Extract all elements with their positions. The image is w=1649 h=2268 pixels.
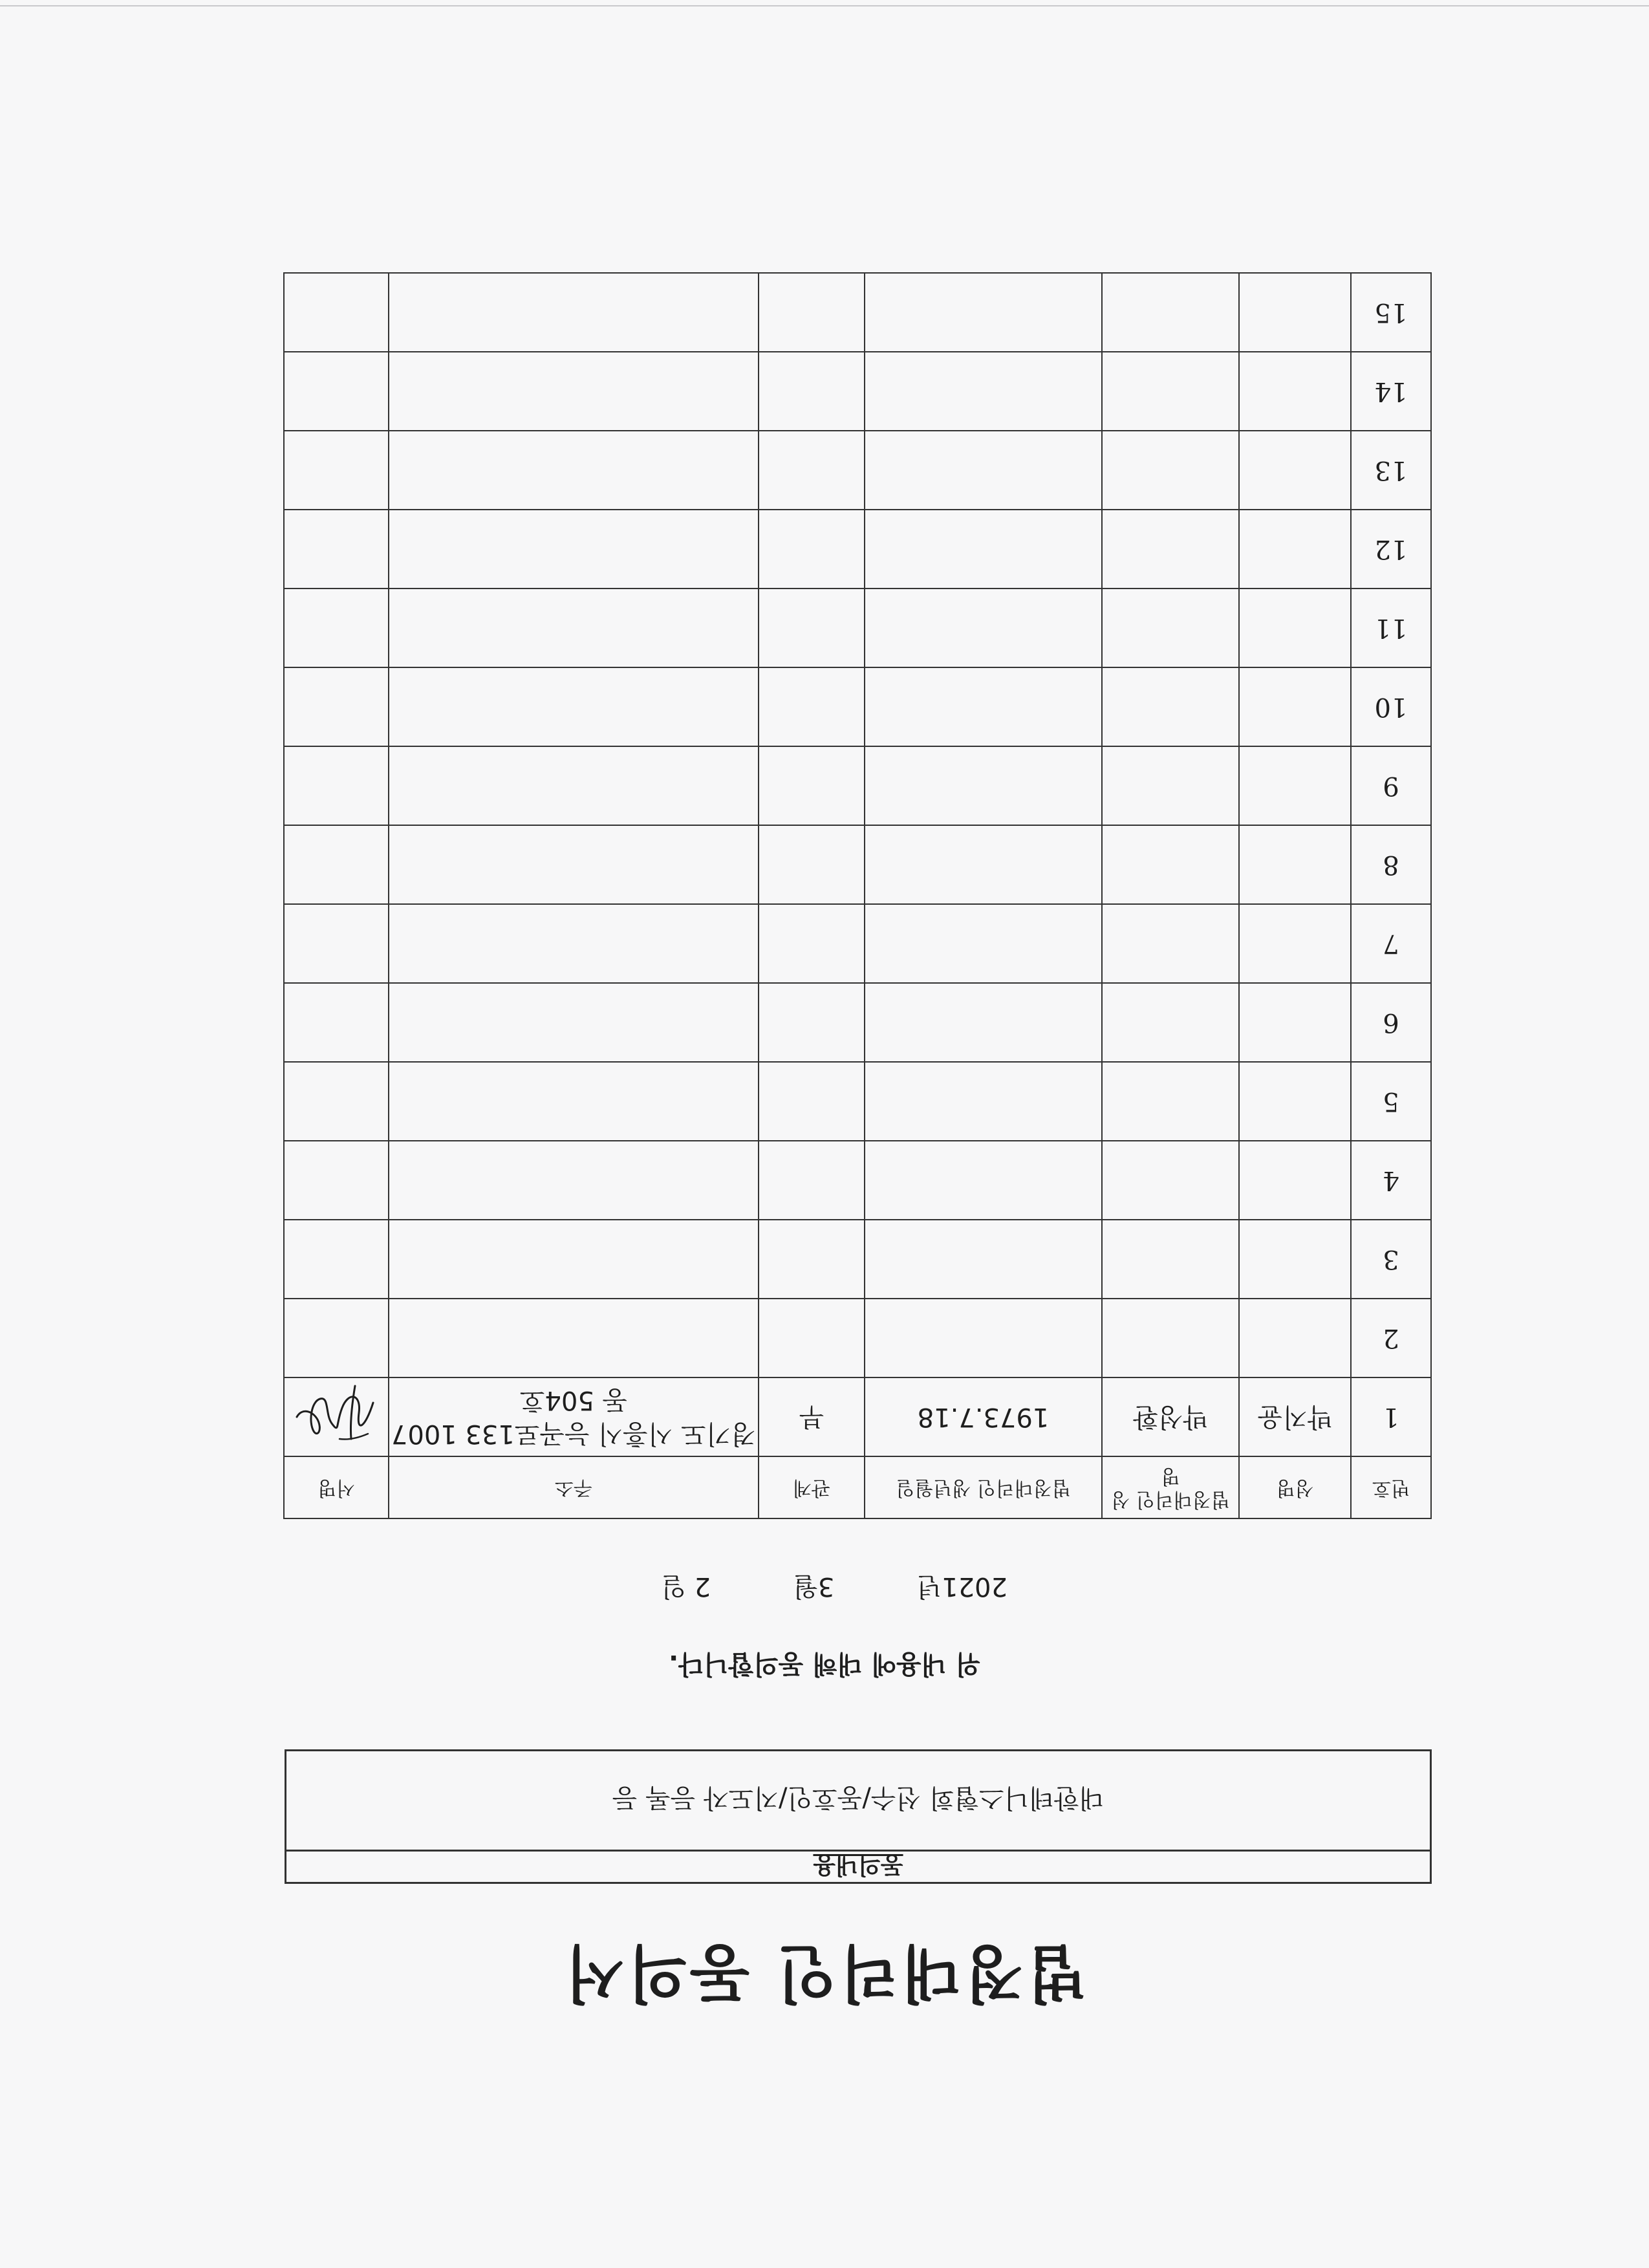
cell-address <box>389 510 759 589</box>
cell-name: 박지윤 <box>1239 1377 1351 1456</box>
cell-name <box>1239 746 1351 825</box>
table-header-row <box>284 1456 1431 1518</box>
cell-address <box>389 1141 759 1220</box>
cell-guardian-name <box>1102 746 1239 825</box>
cell-name <box>1239 1062 1351 1141</box>
table-row <box>284 431 1431 510</box>
table-row <box>284 1377 1431 1456</box>
cell-name <box>1239 983 1351 1062</box>
cell-number: 10 <box>1351 667 1431 746</box>
cell-signature <box>284 1141 389 1220</box>
cell-address <box>389 1299 759 1377</box>
cell-relation <box>759 1220 865 1299</box>
cell-guardian-name <box>1102 825 1239 904</box>
cell-guardian-name <box>1102 589 1239 667</box>
cell-number: 2 <box>1351 1299 1431 1377</box>
cell-address <box>389 667 759 746</box>
cell-guardian-name <box>1102 1220 1239 1299</box>
cell-relation <box>759 431 865 510</box>
cell-relation <box>759 746 865 825</box>
cell-guardian-name <box>1102 510 1239 589</box>
consent-body: 대한테니스협회 선수/동호인/지도자 등록 등 <box>612 1783 1105 1813</box>
cell-signature <box>284 746 389 825</box>
cell-number: 15 <box>1351 273 1431 352</box>
cell-guardian-name <box>1102 983 1239 1062</box>
cell-address <box>389 589 759 667</box>
cell-number: 12 <box>1351 510 1431 589</box>
cell-signature <box>284 1377 389 1456</box>
cell-guardian-birth <box>865 352 1102 431</box>
cell-name <box>1239 589 1351 667</box>
cell-relation <box>759 510 865 589</box>
header-relation: 관계 <box>759 1456 865 1518</box>
header-signature: 서명 <box>284 1456 389 1518</box>
cell-address <box>389 1220 759 1299</box>
cell-relation <box>759 825 865 904</box>
cell-guardian-name: 박성환 <box>1102 1377 1239 1456</box>
table-row <box>284 667 1431 746</box>
cell-relation: 부 <box>759 1377 865 1456</box>
cell-relation <box>759 1299 865 1377</box>
cell-number: 11 <box>1351 589 1431 667</box>
cell-relation <box>759 667 865 746</box>
cell-address <box>389 1062 759 1141</box>
table-row <box>284 589 1431 667</box>
cell-signature <box>284 1220 389 1299</box>
cell-address: 경기도 시흥시 능곡로133 1007동 504호 <box>389 1377 759 1456</box>
table-row <box>284 273 1431 352</box>
agree-statement: 위 내용에 대해 동의합니다. <box>669 1649 981 1679</box>
cell-relation <box>759 589 865 667</box>
handwritten-signature <box>288 1381 385 1453</box>
cell-name <box>1239 352 1351 431</box>
cell-address <box>389 746 759 825</box>
cell-guardian-birth <box>865 825 1102 904</box>
table-body <box>284 273 1431 1456</box>
header-name: 성명 <box>1239 1456 1351 1518</box>
cell-guardian-birth <box>865 510 1102 589</box>
header-guardian-name: 법정대리인 성명 <box>1102 1456 1239 1518</box>
cell-address <box>389 273 759 352</box>
cell-name <box>1239 1141 1351 1220</box>
cell-number: 3 <box>1351 1220 1431 1299</box>
cell-guardian-name <box>1102 273 1239 352</box>
cell-signature <box>284 1062 389 1141</box>
cell-relation <box>759 273 865 352</box>
cell-guardian-birth <box>865 589 1102 667</box>
cell-signature <box>284 1299 389 1377</box>
cell-guardian-birth: 1973.7.18 <box>865 1377 1102 1456</box>
table-row <box>284 746 1431 825</box>
table-row <box>284 510 1431 589</box>
table-row <box>284 825 1431 904</box>
cell-guardian-birth <box>865 904 1102 983</box>
cell-number: 7 <box>1351 904 1431 983</box>
cell-guardian-birth <box>865 431 1102 510</box>
cell-guardian-name <box>1102 1062 1239 1141</box>
date-line <box>661 1570 1008 1607</box>
cell-relation <box>759 1141 865 1220</box>
cell-guardian-birth <box>865 983 1102 1062</box>
cell-signature <box>284 904 389 983</box>
cell-signature <box>284 667 389 746</box>
cell-guardian-birth <box>865 1299 1102 1377</box>
table-row <box>284 904 1431 983</box>
cell-number: 9 <box>1351 746 1431 825</box>
cell-address <box>389 983 759 1062</box>
consent-box <box>285 1749 1432 1884</box>
date-day: 2 일 <box>661 1571 711 1601</box>
table-row <box>284 983 1431 1062</box>
cell-signature <box>284 825 389 904</box>
date-month: 3월 <box>793 1571 835 1601</box>
cell-relation <box>759 352 865 431</box>
cell-guardian-name <box>1102 352 1239 431</box>
cell-address <box>389 352 759 431</box>
cell-name <box>1239 1220 1351 1299</box>
cell-number: 4 <box>1351 1141 1431 1220</box>
cell-number: 5 <box>1351 1062 1431 1141</box>
header-guardian-birth: 법정대리인 생년월일 <box>865 1456 1102 1518</box>
table-row <box>284 1299 1431 1377</box>
cell-name <box>1239 431 1351 510</box>
header-number: 번호 <box>1351 1456 1431 1518</box>
cell-signature <box>284 589 389 667</box>
cell-number: 1 <box>1351 1377 1431 1456</box>
cell-address <box>389 825 759 904</box>
cell-signature <box>284 273 389 352</box>
cell-relation <box>759 983 865 1062</box>
cell-number: 8 <box>1351 825 1431 904</box>
cell-guardian-name <box>1102 1299 1239 1377</box>
guardian-table <box>283 272 1432 1519</box>
cell-address <box>389 431 759 510</box>
cell-name <box>1239 273 1351 352</box>
cell-relation <box>759 1062 865 1141</box>
cell-signature <box>284 431 389 510</box>
table-row <box>284 1141 1431 1220</box>
cell-guardian-birth <box>865 1220 1102 1299</box>
page-title: 법정대리인 동의서 <box>562 1937 1087 2009</box>
cell-guardian-birth <box>865 1141 1102 1220</box>
cell-guardian-name <box>1102 1141 1239 1220</box>
cell-signature <box>284 983 389 1062</box>
header-address: 주소 <box>389 1456 759 1518</box>
cell-guardian-birth <box>865 1062 1102 1141</box>
cell-signature <box>284 352 389 431</box>
cell-number: 6 <box>1351 983 1431 1062</box>
table-row <box>284 352 1431 431</box>
date-year: 2021년 <box>916 1571 1008 1601</box>
cell-guardian-birth <box>865 273 1102 352</box>
cell-guardian-name <box>1102 667 1239 746</box>
cell-name <box>1239 510 1351 589</box>
cell-name <box>1239 667 1351 746</box>
table-row <box>284 1220 1431 1299</box>
cell-guardian-birth <box>865 746 1102 825</box>
cell-number: 14 <box>1351 352 1431 431</box>
cell-relation <box>759 904 865 983</box>
cell-number: 13 <box>1351 431 1431 510</box>
cell-name <box>1239 904 1351 983</box>
cell-name <box>1239 1299 1351 1377</box>
table-row <box>284 1062 1431 1141</box>
cell-guardian-name <box>1102 431 1239 510</box>
cell-guardian-birth <box>865 667 1102 746</box>
cell-name <box>1239 825 1351 904</box>
cell-signature <box>284 510 389 589</box>
cell-address <box>389 904 759 983</box>
cell-guardian-name <box>1102 904 1239 983</box>
consent-heading: 동의내용 <box>286 1850 1430 1882</box>
